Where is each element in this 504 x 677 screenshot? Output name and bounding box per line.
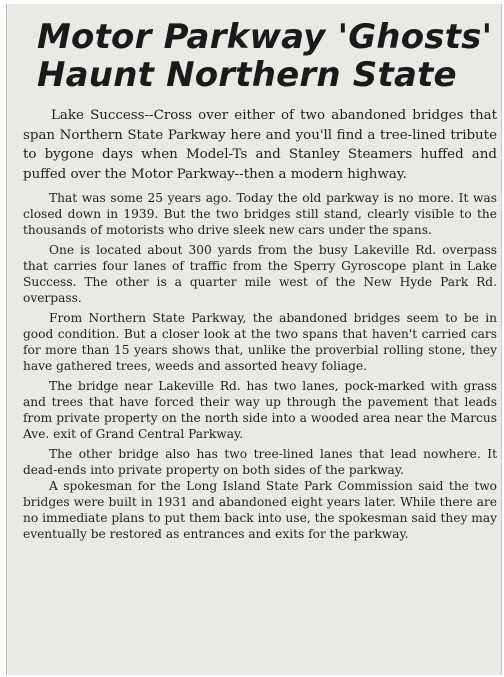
article [23,4,497,675]
lead-paragraph-block [23,106,497,184]
body-paragraph-2: One is located about 300 yards from the busy Lakeville Rd. overpass that carries four lanes of traffic from the Sperry Gyroscope plant in Lake Success. The other is a quarter mile west of the New Hyde Park Rd. overpass. [23,243,497,305]
headline-line-2: Haunt Northern State [37,55,457,95]
body-paragraph-6: A spokesman for the Long Island State Park Commission said the two bridges were built in 1931 and abandoned eight years later. While there are no immediate plans to put them back into use, the spokesman said they may eventually be restored as entrances and exits for the parkway. [23,479,497,541]
body-paragraph-4: The bridge near Lakeville Rd. has two lanes, pock-marked with grass and trees that have forced their way up through the pavement that leads from private property on the north side into a wooded area near the Marcus Ave. exit of Grand Central Parkway. [23,379,497,441]
headline-line-1: Motor Parkway 'Ghosts' [37,17,493,57]
headline [37,18,497,94]
lead-paragraph: Lake Success--Cross over either of two abandoned bridges that span Northern State Parkway here and you'll find a tree-lined tribute to bygone days when Model-Ts and Stanley Steamers huffed and puffed over the Motor Parkway--then a modern highway. [23,108,497,182]
body-paragraph-1: That was some 25 years ago. Today the old parkway is no more. It was closed down in 1939. But the two bridges still stand, clearly visible to the thousands of motorists who drive sleek new cars under the spans. [23,191,497,237]
newspaper-clipping [6,4,502,675]
article-body [23,190,497,542]
body-paragraph-5: The other bridge also has two tree-lined lanes that lead nowhere. It dead-ends into private property on both sides of the parkway. [23,447,497,477]
body-paragraph-3: From Northern State Parkway, the abandoned bridges seem to be in good condition. But a closer look at the two spans that haven't carried cars for more than 15 years shows that, unlike the proverbial rolling stone, they have gathered trees, weeds and assorted heavy foliage. [23,311,497,373]
